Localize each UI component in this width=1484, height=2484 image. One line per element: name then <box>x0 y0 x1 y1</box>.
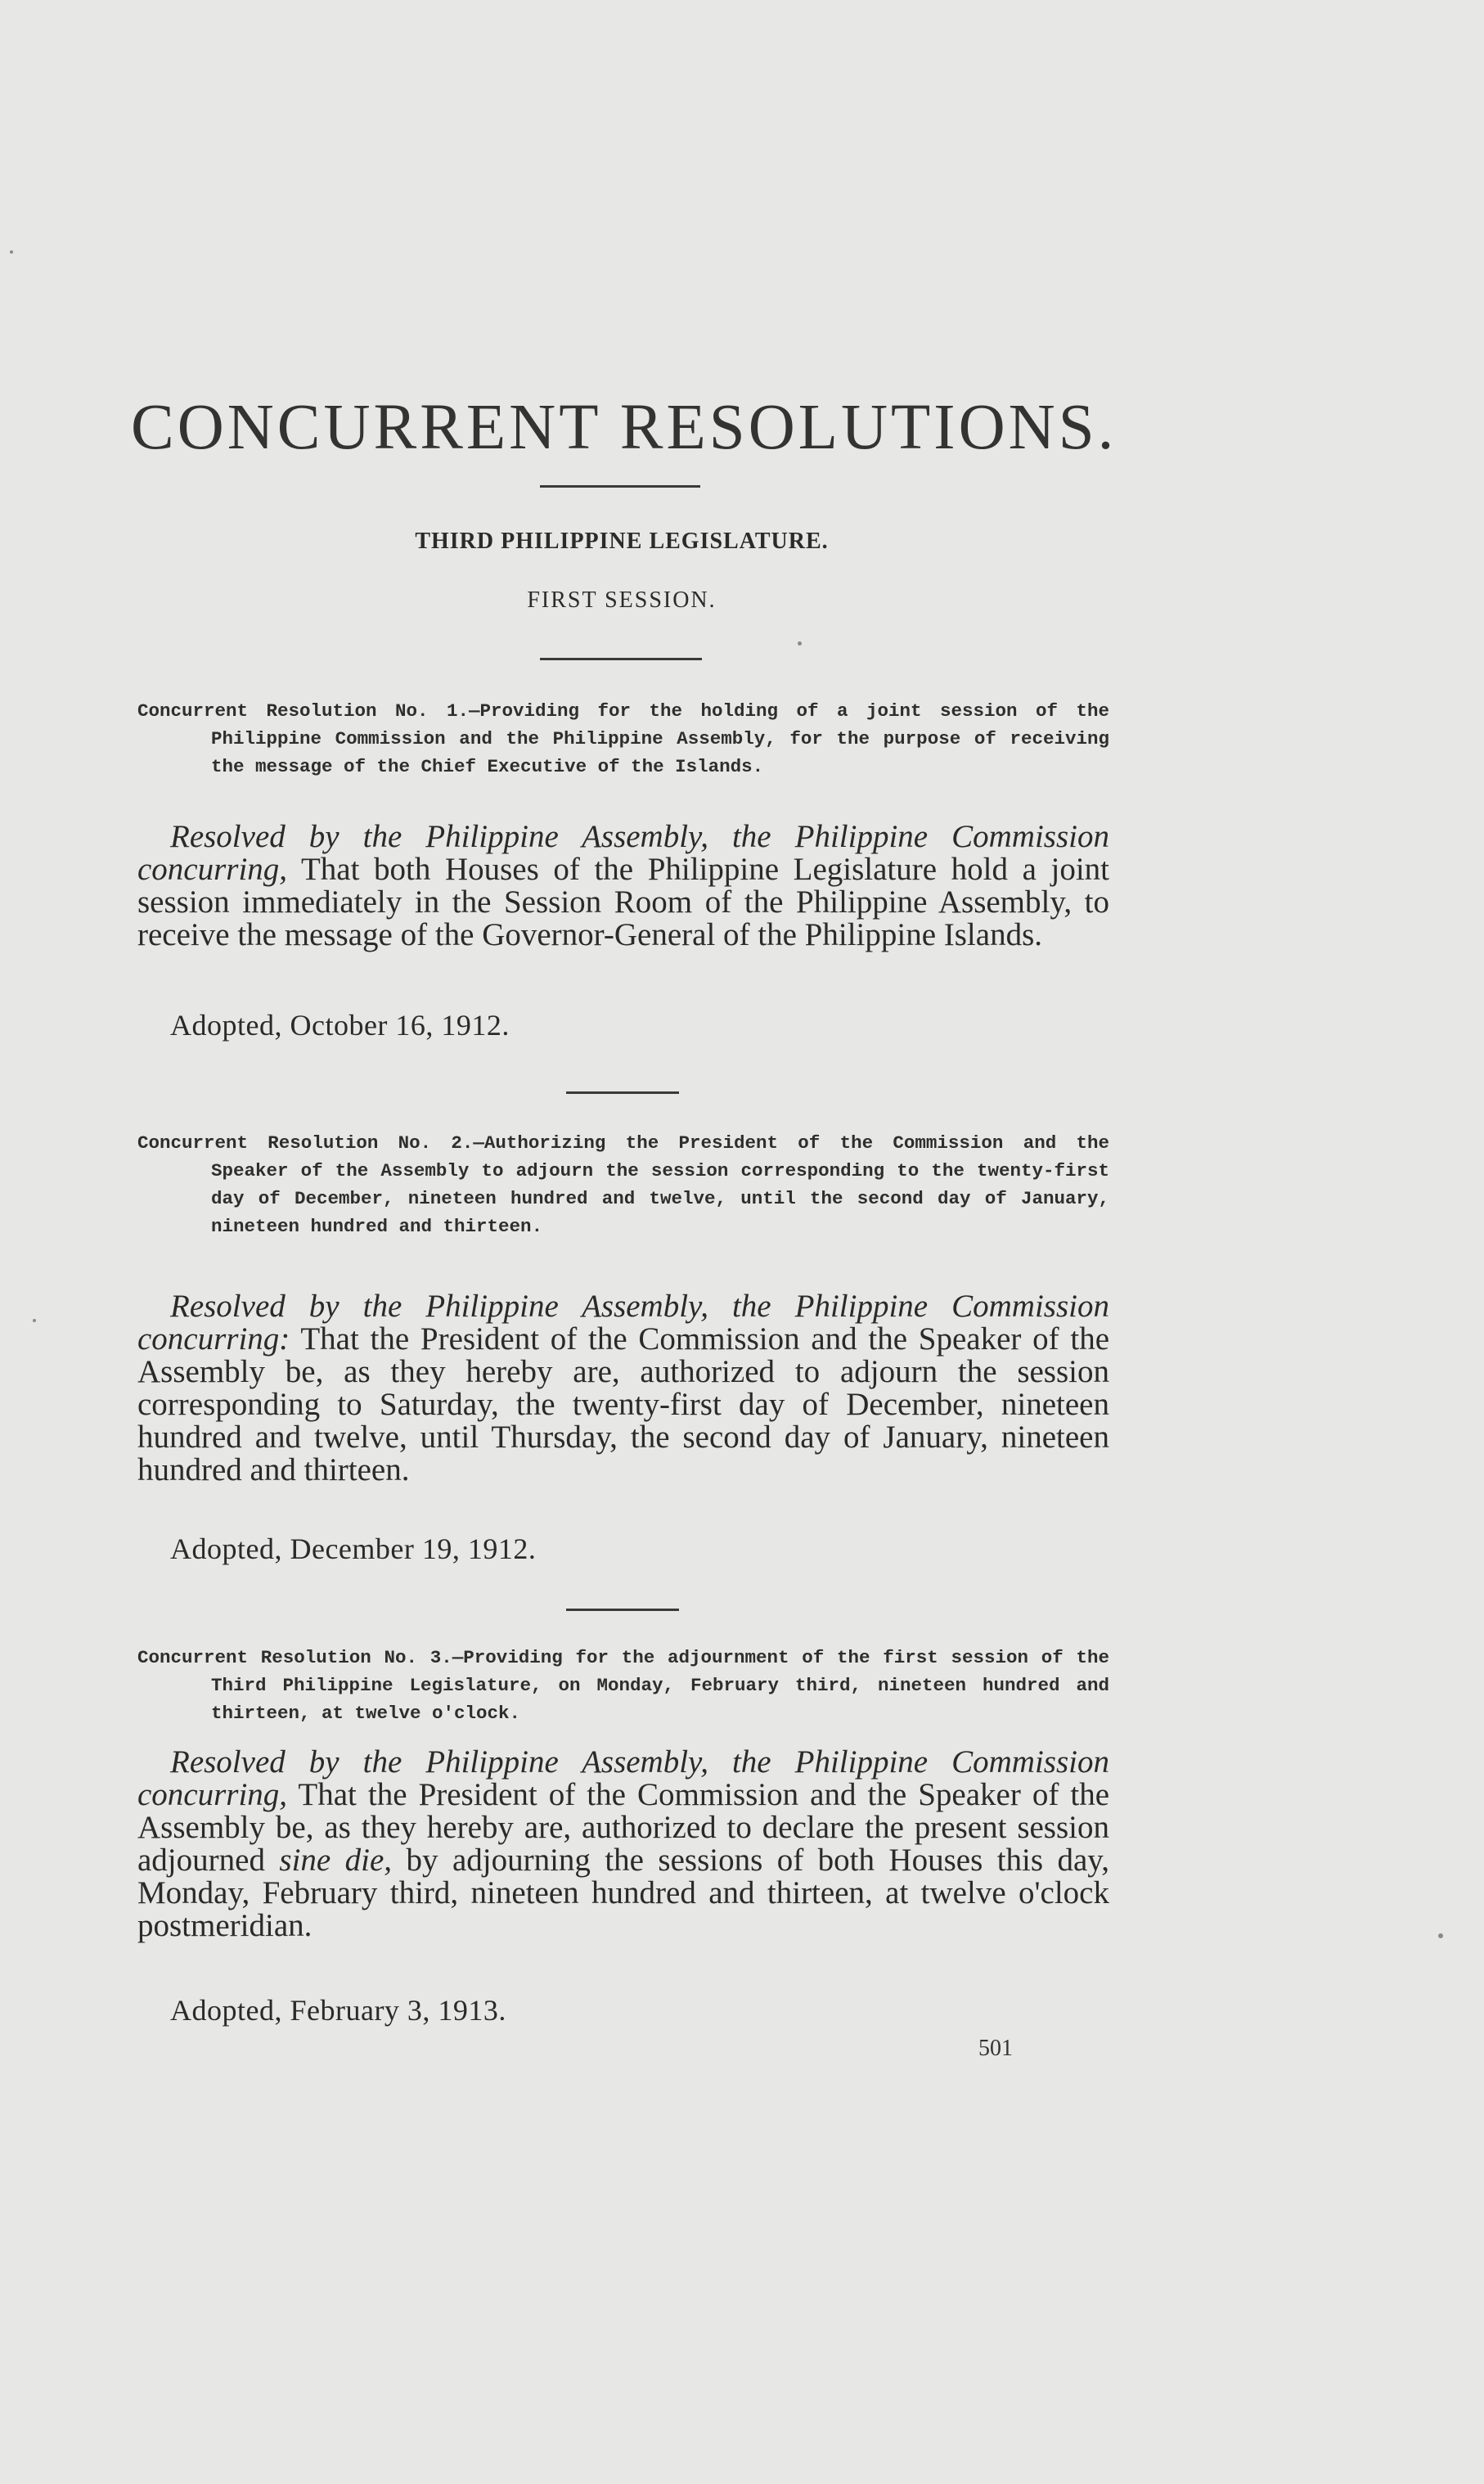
scan-speck <box>798 641 802 646</box>
legislature-heading: THIRD PHILIPPINE LEGISLATURE. <box>415 529 829 554</box>
resolution-2-body <box>137 1290 1109 1487</box>
scan-speck <box>1438 1933 1443 1938</box>
scan-speck <box>33 1319 36 1322</box>
resolution-3-text-after: by adjourning the sessions of both Houses this day, Monday, February third, nineteen hundred and thirteen, at twelve o'clock postmeridian. <box>137 1843 1110 1943</box>
resolution-3-sine-die: sine die, <box>279 1843 393 1878</box>
resolution-2-resolved-clause: Resolved by the Philippine Assembly, the Philippine Commission concurring: <box>137 1289 1109 1357</box>
resolution-1-text: That both Houses of the Philippine Legislature hold a joint session immediately in the Session Room of the Philippine Assembly, to receive the message of the Governor-General of the Philippine Islands. <box>137 852 1109 952</box>
resolution-3-resolved-clause: Resolved by the Philippine Assembly, the Philippine Commission concurring, <box>137 1744 1109 1812</box>
resolution-3-adopted: Adopted, February 3, 1913. <box>170 1994 506 2027</box>
page-title: CONCURRENT RESOLUTIONS. <box>131 392 1117 463</box>
scan-speck <box>10 250 13 254</box>
resolution-3-summary: Concurrent Resolution No. 3.—Providing for the adjournment of the first session of the Third Philippine Legislature, on Monday, February third, nineteen hundred and thirteen, at twelve o'clock. <box>137 1647 1109 1724</box>
resolution-1-resolved-clause: Resolved by the Philippine Assembly, the Philippine Commission concurring, <box>137 819 1109 887</box>
resolution-1-summary: Concurrent Resolution No. 1.—Providing for the holding of a joint session of the Philippine Commission and the Philippine Assembly, for the purpose of receiving the message of the Chief Executive of the Islands. <box>137 700 1109 777</box>
resolution-divider <box>566 1091 679 1094</box>
resolution-divider <box>566 1609 679 1611</box>
section-rule <box>540 658 702 660</box>
resolution-2-adopted: Adopted, December 19, 1912. <box>170 1532 537 1565</box>
page-number: 501 <box>978 2036 1013 2061</box>
session-heading: FIRST SESSION. <box>527 587 717 613</box>
resolution-1-body <box>137 821 1109 952</box>
resolution-3-text-before: That the President of the Commission and the Speaker of the Assembly be, as they hereby are, authorized to declare the present session adjourned <box>137 1777 1109 1878</box>
resolution-3-body <box>137 1746 1109 1942</box>
resolution-2-summary: Concurrent Resolution No. 2.—Authorizing the President of the Commission and the Speaker of the Assembly to adjourn the session corresponding to the twenty-first day of December, nineteen hundred and twelve, until the second day of January, nineteen hundred and thirteen. <box>137 1132 1109 1237</box>
resolution-1-adopted: Adopted, October 16, 1912. <box>170 1009 510 1042</box>
title-rule <box>540 485 700 488</box>
resolution-2-text: That the President of the Commission and the Speaker of the Assembly be, as they hereby are, authorized to adjourn the session corresponding to Saturday, the twenty-first day of December, nineteen hundred and twelve, until Thursday, the second day of January, nineteen hundred and thirteen. <box>137 1321 1109 1487</box>
